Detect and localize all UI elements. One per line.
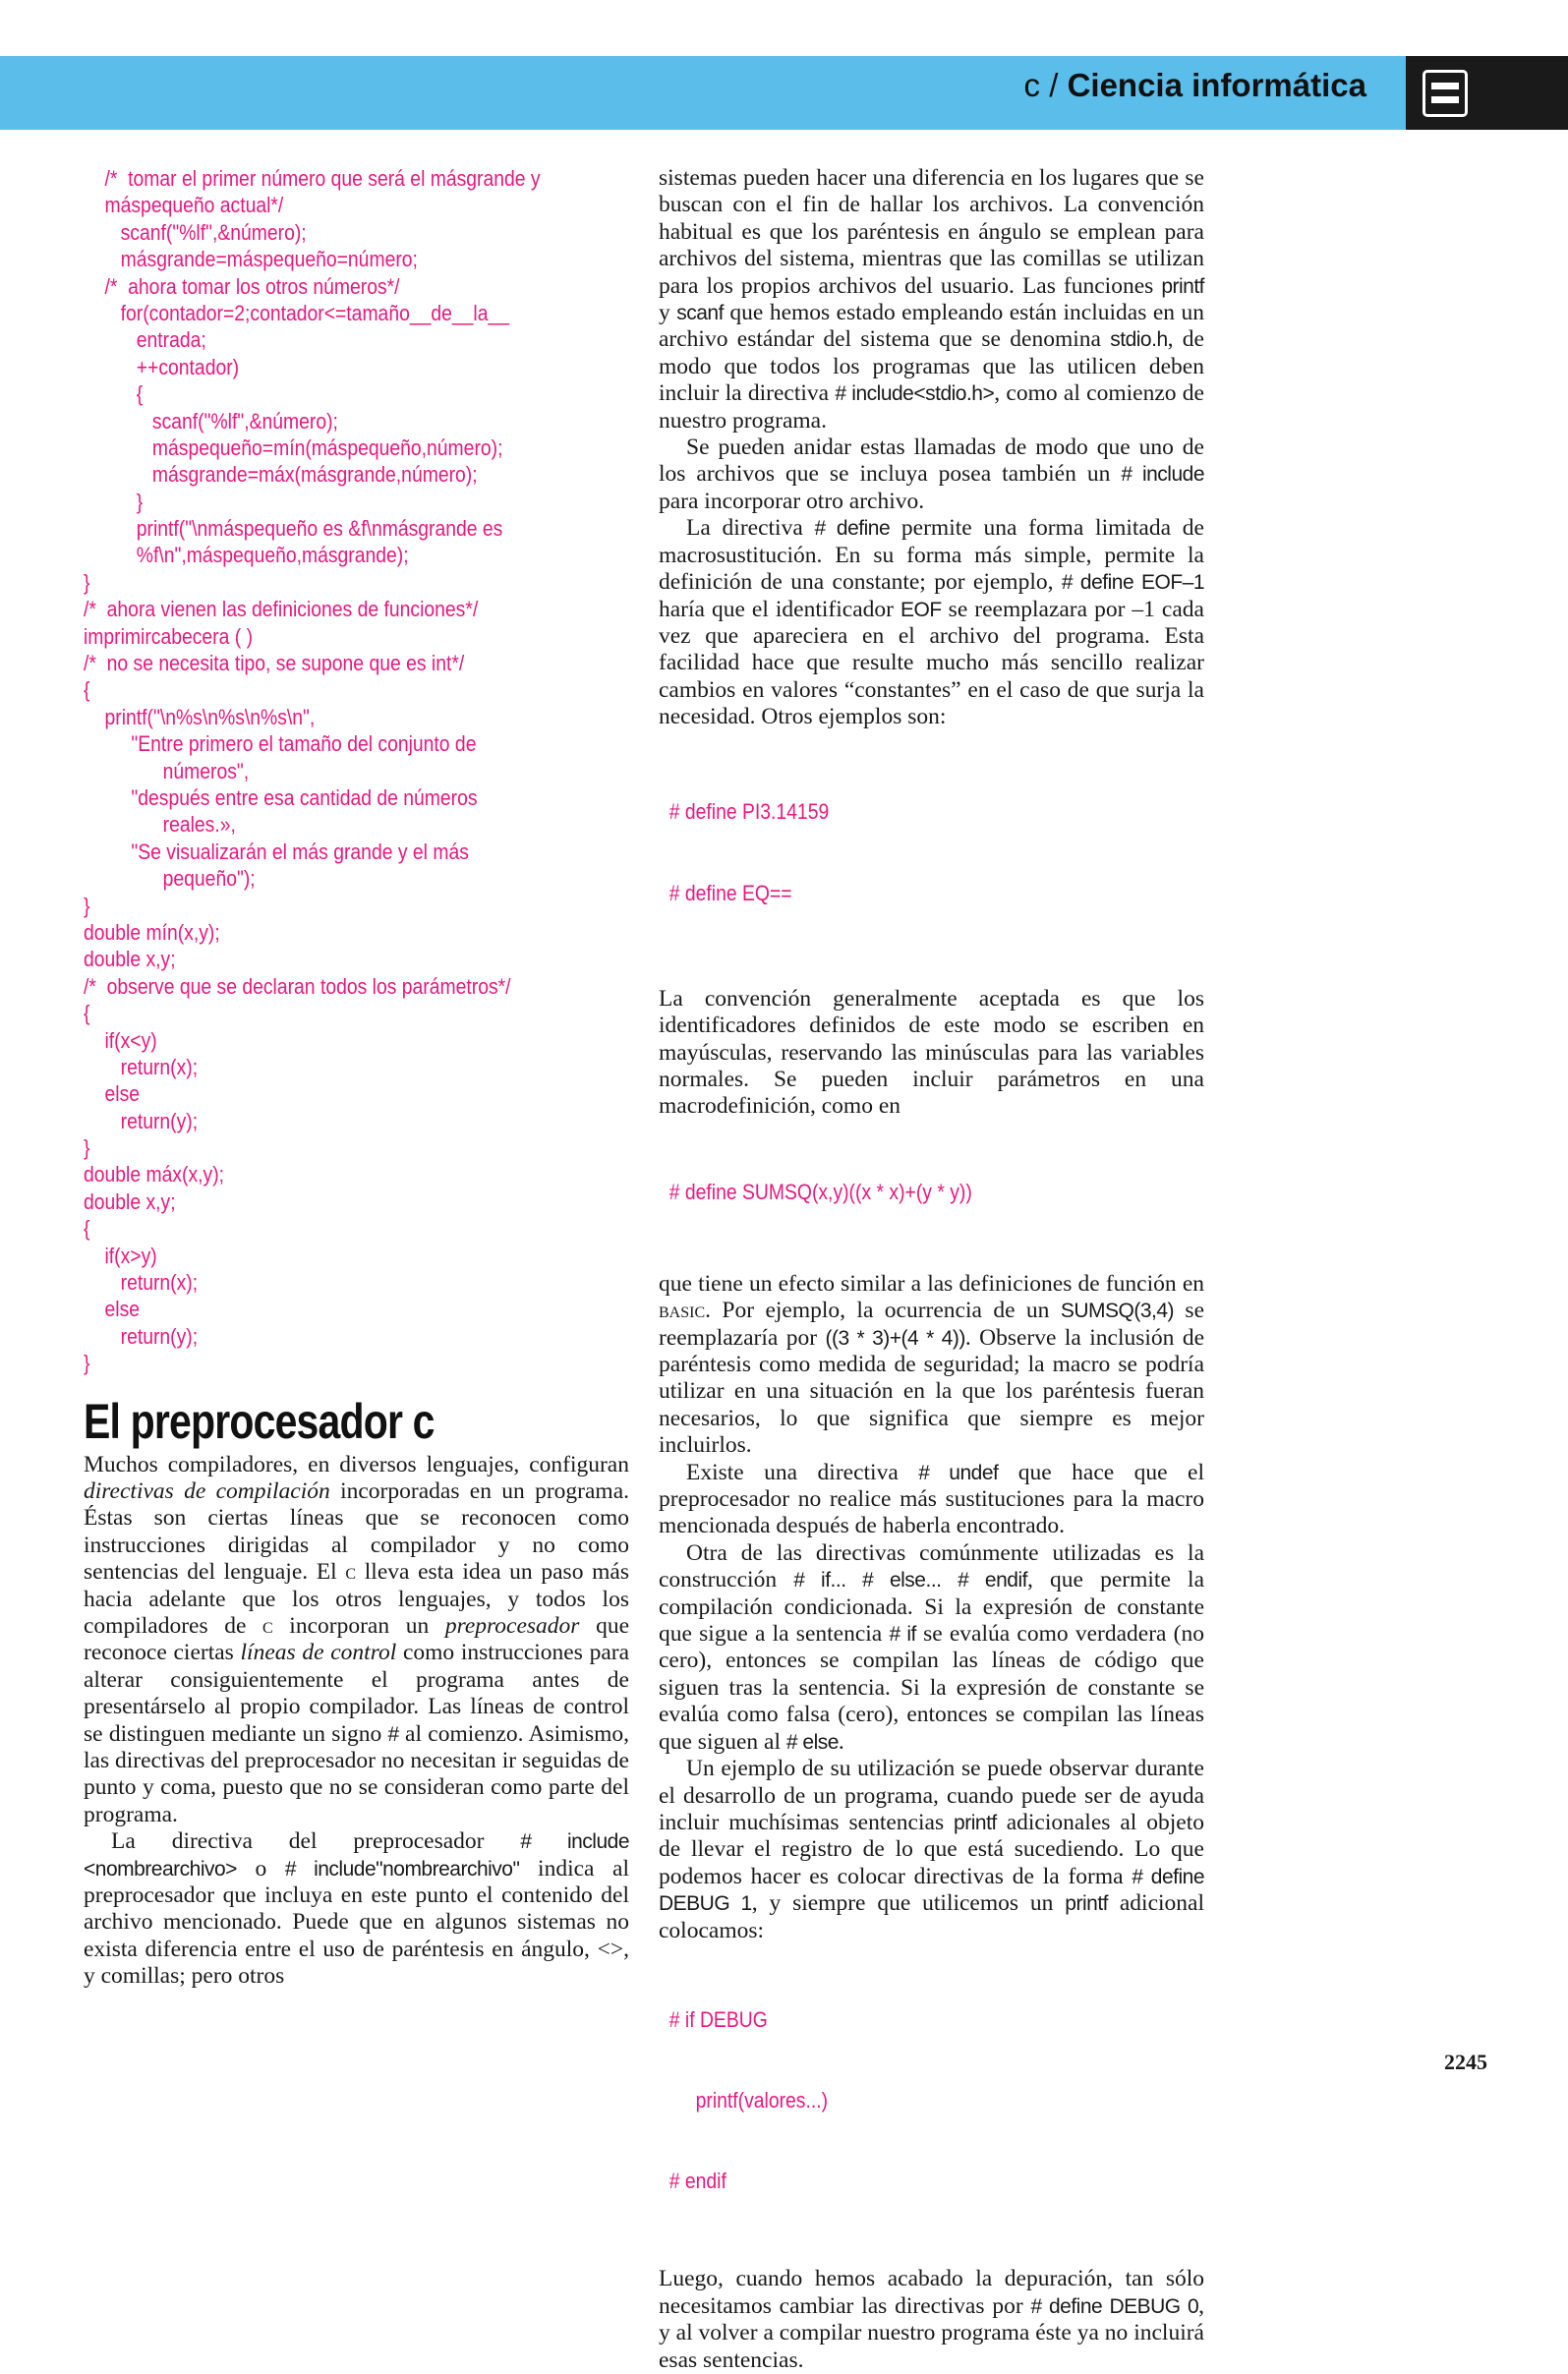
- code-line: /* tomar el primer número que será el másgrande y: [84, 166, 541, 191]
- paragraph-include: La directiva del preprocesador # include <nombrearchivo> o # include"nombrearchivo" indica al preprocesador que incluya en este punto el contenido del archivo mencionado. Puede que en algunos sistemas no exista diferencia entre el uso de paréntesis en ángulo, <>, y comillas; pero otros: [84, 1828, 630, 1990]
- code-line: }: [84, 1351, 90, 1376]
- code-line: double x,y;: [84, 947, 176, 972]
- code-line: }: [84, 489, 144, 514]
- paragraph-compiler-directives: Muchos compiladores, en diversos lenguajes, configuran directivas de compilación incorporadas en un programa. Éstas son ciertas líneas que se reconocen como instrucciones dirigidas al compilador y no como sentencias del lenguaje. El c lleva esta idea un paso más hacia adelante que los otros lenguajes, y todos los compiladores de c incorporan un preprocesador que reconoce ciertas líneas de control como instrucciones para alterar consiguientemente el programa antes de presentárselo al propio compilador. Las líneas de control se distinguen mediante un signo # al comienzo. Asimismo, las directivas del preprocesador no necesitan ir seguidas de punto y coma, puesto que no se consideran como parte del programa.: [84, 1451, 630, 1827]
- code-line: "después entre esa cantidad de números: [84, 784, 478, 810]
- paragraph-define: La directiva # define permite una forma limitada de macrosustitución. En su forma más simple, permite la definición de una constante; por ejemplo, # define EOF–1 haría que el identificador EOF se reemplazara por –1 cada vez que apareciera en el archivo del programa. Esta facilidad hace que resulte mucho más sencillo realizar cambios en valores “constantes” en el caso de que surja la necesidad. Otros ejemplos son:: [659, 515, 1205, 730]
- paragraph-systems: sistemas pueden hacer una diferencia en los lugares que se buscan con el fin de hallar los archivos. La convención habitual es que los paréntesis en ángulo se emplean para archivos del sistema, mientras que las comillas se utilizan para los propios archivos del usuario. Las funciones printf y scanf que hemos estado empleando están incluidas en un archivo estándar del sistema que se denomina stdio.h, de modo que todos los programas que las utilicen deben incluir la directiva # include<stdio.h>, como al comienzo de nuestro programa.: [659, 165, 1204, 434]
- code-line: }: [84, 1135, 90, 1161]
- code-line: {: [84, 1001, 90, 1026]
- code-line: imprimircabecera ( ): [84, 623, 254, 649]
- header-tab: [1406, 56, 1568, 130]
- code-line: }: [84, 569, 90, 595]
- computer-card-icon: [1423, 70, 1468, 117]
- code-debug-example: # if DEBUG printf(valores...) # endif: [659, 2006, 829, 2194]
- code-line: {: [84, 1216, 90, 1242]
- paragraph-nesting: Se pueden anidar estas llamadas de modo que uno de los archivos que se incluya posea también un # include para incorporar otro archivo.: [659, 434, 1205, 514]
- code-line: máspequeño actual*/: [84, 193, 284, 218]
- code-line: double máx(x,y);: [84, 1162, 225, 1187]
- page-number: 2245: [1444, 2050, 1487, 2074]
- code-line: ++contador): [84, 354, 240, 379]
- code-line: "Se visualizarán el más grande y el más: [84, 839, 469, 864]
- paragraph-debug: Un ejemplo de su utilización se puede observar durante el desarrollo de un programa, cuando puede ser de ayuda incluir muchísimas sentencias printf adicionales al objeto de llevar el registro de lo que está sucediendo. Lo que podemos hacer es colocar directivas de la forma # define DEBUG 1, y siempre que utilicemos un printf adicional colocamos:: [659, 1756, 1205, 1943]
- header-section-title: Ciencia informática: [1067, 67, 1366, 103]
- code-line: entrada;: [84, 327, 206, 353]
- header-title: [1024, 67, 1366, 104]
- code-line: /* no se necesita tipo, se supone que es int*/: [84, 651, 465, 676]
- code-line: else: [84, 1297, 141, 1322]
- code-line: else: [84, 1081, 141, 1107]
- paragraph-if-else: Otra de las directivas comúnmente utilizadas es la construcción # if... # else... # endif, que permite la compilación condicionada. Si la expresión de constante que sigue a la sentencia # if se evalúa como verdadera (no cero), entonces se compilan las líneas de código que siguen tras la sentencia. Si la expresión de constante se evalúa como falsa (cero), entonces se compilan las líneas que siguen al # else.: [659, 1539, 1205, 1755]
- code-line: reales.»,: [84, 812, 236, 838]
- code-line: /* ahora tomar los otros números*/: [84, 273, 400, 299]
- code-line: "Entre primero el tamaño del conjunto de: [84, 731, 477, 757]
- code-line: pequeño");: [84, 866, 256, 892]
- code-line: double mín(x,y);: [84, 919, 220, 945]
- code-line: /* ahora vienen las definiciones de funciones*/: [84, 597, 479, 622]
- code-line: printf("\nmáspequeño es &f\nmásgrande es: [84, 516, 503, 542]
- code-line: %f\n",máspequeño,másgrande);: [84, 543, 409, 568]
- section-heading: El preprocesador c: [84, 1393, 435, 1449]
- code-define-sumsq: # define SUMSQ(x,y)((x * x)+(y * y)): [659, 1179, 972, 1204]
- code-line: return(x);: [84, 1270, 199, 1296]
- code-line: máspequeño=mín(máspequeño,número);: [84, 434, 503, 460]
- code-line: másgrande=máx(másgrande,número);: [84, 462, 478, 488]
- code-line: {: [84, 381, 144, 407]
- code-line: másgrande=máspequeño=número;: [84, 247, 418, 272]
- code-line: double x,y;: [84, 1188, 176, 1214]
- code-listing: [84, 165, 552, 1377]
- code-line: /* observe que se declaran todos los parámetros*/: [84, 973, 511, 999]
- paragraph-undef: Existe una directiva # undef que hace que el preprocesador no realice más sustituciones para la macro mencionada después de haberla encontrado.: [659, 1459, 1204, 1539]
- code-line: if(x<y): [84, 1027, 157, 1053]
- header-section-letter: c /: [1023, 67, 1059, 103]
- code-line: if(x>y): [84, 1243, 157, 1268]
- code-line: printf("\n%s\n%s\n%s\n",: [84, 704, 316, 729]
- right-column: [659, 165, 1204, 2374]
- code-line: scanf("%lf",&número);: [84, 219, 307, 245]
- code-line: }: [84, 893, 90, 918]
- paragraph-convention: La convención generalmente aceptada es que los identificadores definidos de este modo se escriben en mayúsculas, reservando las minúsculas para las variables normales. Se pueden incluir parámetros en una macrodefinición, como en: [659, 985, 1204, 1120]
- code-line: for(contador=2;contador<=tamaño__de__la__: [84, 300, 509, 325]
- code-line: return(y);: [84, 1323, 199, 1349]
- code-line: return(y);: [84, 1108, 199, 1133]
- code-define-examples: # define PI3.14159 # define EQ==: [659, 799, 830, 905]
- code-line: scanf("%lf",&número);: [84, 408, 338, 434]
- left-column: [84, 165, 629, 1991]
- code-line: números",: [84, 758, 250, 783]
- code-line: {: [84, 677, 90, 703]
- code-line: return(x);: [84, 1054, 199, 1079]
- paragraph-conclusion: Luego, cuando hemos acabado la depuración, tan sólo necesitamos cambiar las directivas por # define DEBUG 0, y al volver a compilar nuestro programa éste ya no incluirá esas sentencias.: [659, 2266, 1204, 2373]
- paragraph-sumsq: que tiene un efecto similar a las definiciones de función en basic. Por ejemplo, la ocurrencia de un SUMSQ(3,4) se reemplazaría por ((3 * 3)+(4 * 4)). Observe la inclusión de paréntesis como medida de seguridad; la macro se podría utilizar en una situación en la que los paréntesis fueran necesarios, lo que significa que siempre es mejor incluirlos.: [659, 1270, 1205, 1459]
